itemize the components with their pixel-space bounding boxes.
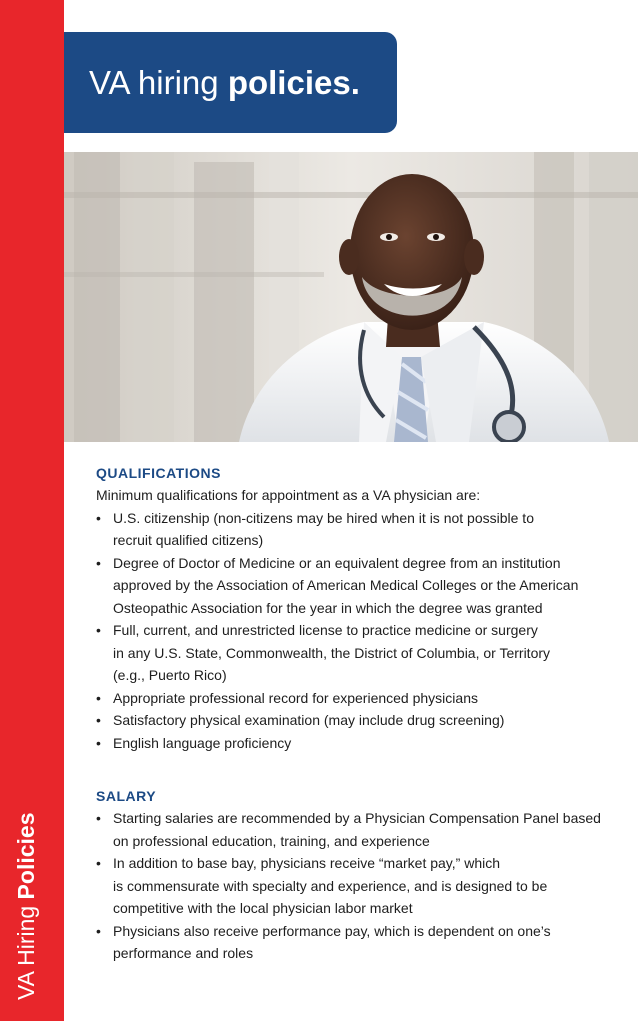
page-title [89, 32, 397, 133]
list-item [96, 920, 616, 965]
list-item [96, 619, 616, 687]
bullet: • [96, 855, 101, 871]
bullet: • [96, 554, 101, 571]
list-item-line: performance and roles [113, 945, 254, 961]
list-item-line: Osteopathic Association for the year in which the degree was granted [113, 599, 543, 616]
bullet: • [96, 734, 101, 751]
list-item-line: on professional education, training, and experience [113, 832, 430, 849]
list-item-line: Starting salaries are recommended by a Physician Compensation Panel based [113, 810, 601, 826]
salary-list [96, 807, 616, 965]
physician-photo [64, 152, 638, 442]
list-item-line: (e.g., Puerto Rico) [113, 667, 227, 683]
list-item [96, 852, 616, 920]
title-box [64, 32, 397, 133]
side-band [0, 0, 64, 1021]
list-item [96, 807, 616, 852]
bullet: • [96, 622, 101, 638]
side-label-regular: VA Hiring [13, 899, 39, 1000]
list-item-line: Physicians also receive performance pay, which is dependent on one’s [113, 922, 551, 939]
list-item-line: Degree of Doctor of Medicine or an equivalent degree from an institution [113, 554, 561, 571]
list-item [96, 507, 616, 552]
list-item-line: in any U.S. State, Commonwealth, the District of Columbia, or Territory [113, 644, 551, 661]
qualifications-heading: QUALIFICATIONS [96, 465, 221, 481]
list-item-line: Satisfactory physical examination (may include drug screening) [113, 712, 505, 728]
qualifications-list [96, 507, 616, 755]
list-item [96, 687, 616, 710]
bullet: • [96, 712, 101, 728]
bullet: • [96, 689, 101, 706]
side-label-bold: Policies [13, 812, 39, 900]
list-item-line: Appropriate professional record for experienced physicians [113, 689, 478, 706]
page-title-bold: policies. [227, 64, 360, 101]
list-item-line: approved by the Association of American Medical Colleges or the American [113, 577, 579, 593]
content-body [96, 462, 616, 965]
list-item-line: Full, current, and unrestricted license to practice medicine or surgery [113, 622, 538, 638]
list-item-line: In addition to base bay, physicians receive “market pay,” which [113, 855, 501, 871]
list-item-line: recruit qualified citizens) [113, 532, 264, 548]
side-label [13, 813, 39, 1001]
salary-heading: SALARY [96, 788, 157, 804]
bullet: • [96, 509, 101, 526]
section-gap [96, 754, 616, 785]
list-item-line: is commensurate with specialty and experience, and is designed to be [113, 877, 548, 894]
bullet: • [96, 810, 101, 826]
bullet: • [96, 922, 101, 939]
list-item-line: English language proficiency [113, 734, 292, 751]
list-item [96, 732, 616, 755]
list-item [96, 552, 616, 620]
page-title-regular: VA hiring [89, 64, 228, 101]
qualifications-intro: Minimum qualifications for appointment as a VA physician are: [96, 487, 481, 503]
list-item-line: U.S. citizenship (non-citizens may be hired when it is not possible to [113, 509, 534, 526]
list-item [96, 709, 616, 732]
list-item-line: competitive with the local physician labor market [113, 900, 413, 916]
